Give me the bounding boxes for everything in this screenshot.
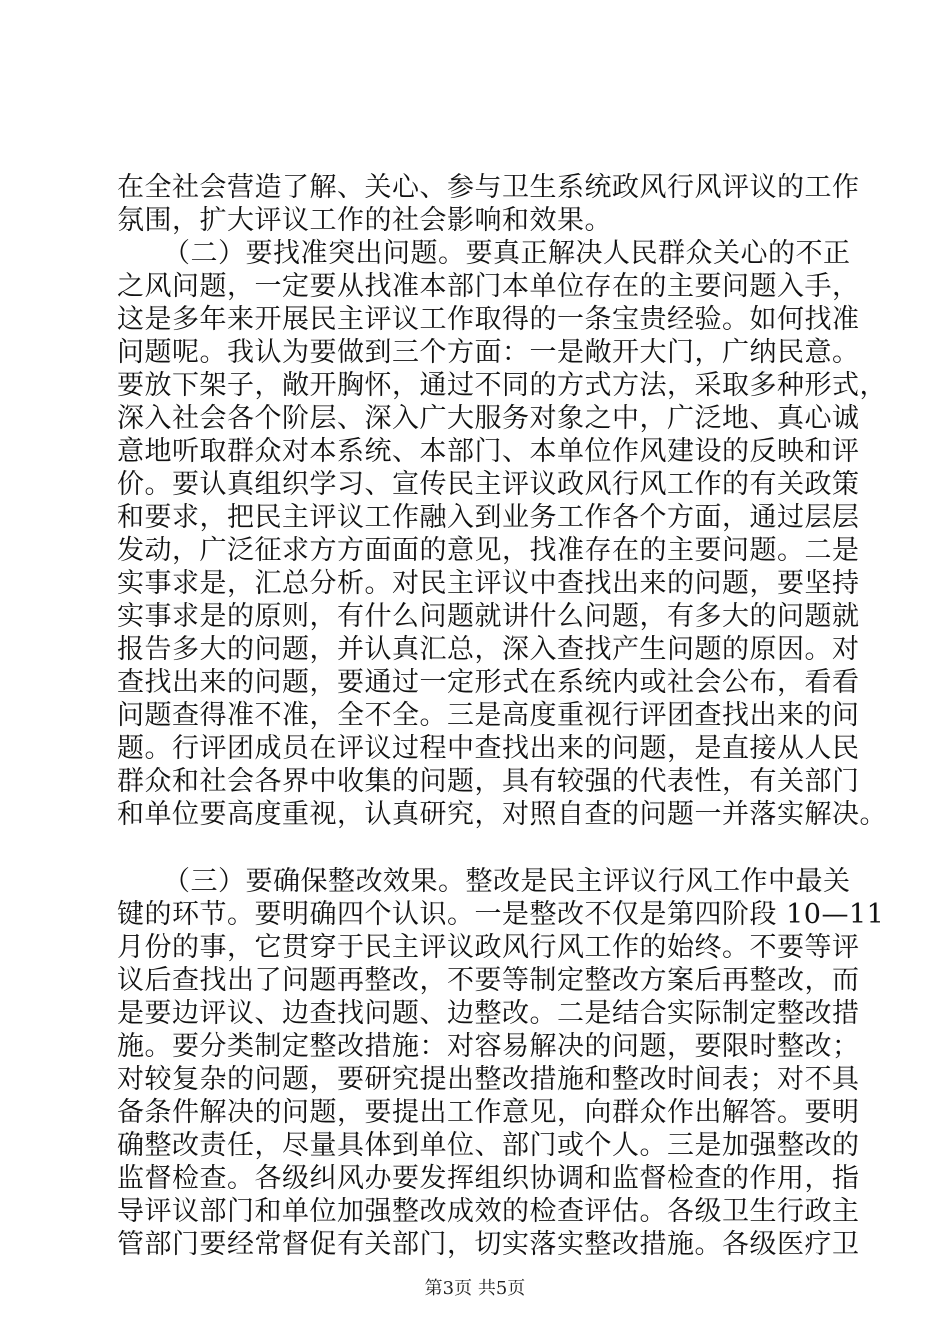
text-line: 之风问题，一定要从找准本部门本单位存在的主要问题入手， [117,271,860,302]
text-line: 在全社会营造了解、关心、参与卫生系统政风行风评议的工作 [117,172,860,203]
text-line: 问题查得准不准，全不全。三是高度重视行评团查找出来的问 [117,700,860,731]
text-line: 是要边评议、边查找问题、边整改。二是结合实际制定整改措 [117,998,860,1029]
text-line: 要放下架子，敞开胸怀，通过不同的方式方法，采取多种形式， [117,370,887,401]
text-line: 确整改责任，尽量具体到单位、部门或个人。三是加强整改的 [117,1130,860,1161]
paragraph-heading-2: （二）要找准突出问题。要真正解决人民群众关心的不正 [163,238,851,269]
paragraph-heading-3: （三）要确保整改效果。整改是民主评议行风工作中最关 [163,866,851,897]
text-line: 和要求，把民主评议工作融入到业务工作各个方面，通过层层 [117,502,860,533]
text-line: 导评议部门和单位加强整改成效的检查评估。各级卫生行政主 [117,1196,860,1227]
text-line: 题。行评团成员在评议过程中查找出来的问题，是直接从人民 [117,733,860,764]
text-line: 键的环节。要明确四个认识。一是整改不仅是第四阶段 10—11 [117,899,885,930]
page-number-footer: 第3页 共5页 [424,1278,526,1299]
text-line: 群众和社会各界中收集的问题，具有较强的代表性，有关部门 [117,766,860,797]
text-line: 实事求是的原则，有什么问题就讲什么问题，有多大的问题就 [117,601,860,632]
text-line: 深入社会各个阶层、深入广大服务对象之中，广泛地、真心诚 [117,403,860,434]
text-line: 问题呢。我认为要做到三个方面：一是敞开大门，广纳民意。 [117,337,860,368]
text-line: 施。要分类制定整改措施：对容易解决的问题，要限时整改； [117,1031,860,1062]
text-line: 查找出来的问题，要通过一定形式在系统内或社会公布，看看 [117,667,860,698]
text-line: 对较复杂的问题，要研究提出整改措施和整改时间表；对不具 [117,1064,860,1095]
text-line: 意地听取群众对本系统、本部门、本单位作风建设的反映和评 [117,436,860,467]
text-line: 管部门要经常督促有关部门，切实落实整改措施。各级医疗卫 [117,1229,860,1260]
text-line: 这是多年来开展民主评议工作取得的一条宝贵经验。如何找准 [117,304,860,335]
text-line: 备条件解决的问题，要提出工作意见，向群众作出解答。要明 [117,1097,860,1128]
text-line: 氛围，扩大评议工作的社会影响和效果。 [117,205,612,236]
text-line: 报告多大的问题，并认真汇总，深入查找产生问题的原因。对 [117,634,860,665]
text-line: 议后查找出了问题再整改，不要等制定整改方案后再整改，而 [117,965,860,996]
text-line: 发动，广泛征求方方面面的意见，找准存在的主要问题。二是 [117,535,860,566]
text-line: 实事求是，汇总分析。对民主评议中查找出来的问题，要坚持 [117,568,860,599]
text-line: 月份的事，它贯穿于民主评议政风行风工作的始终。不要等评 [117,932,860,963]
text-line: 监督检查。各级纠风办要发挥组织协调和监督检查的作用，指 [117,1163,860,1194]
text-line: 价。要认真组织学习、宣传民主评议政风行风工作的有关政策 [117,469,860,500]
text-line: 和单位要高度重视，认真研究，对照自查的问题一并落实解决。 [117,799,887,830]
